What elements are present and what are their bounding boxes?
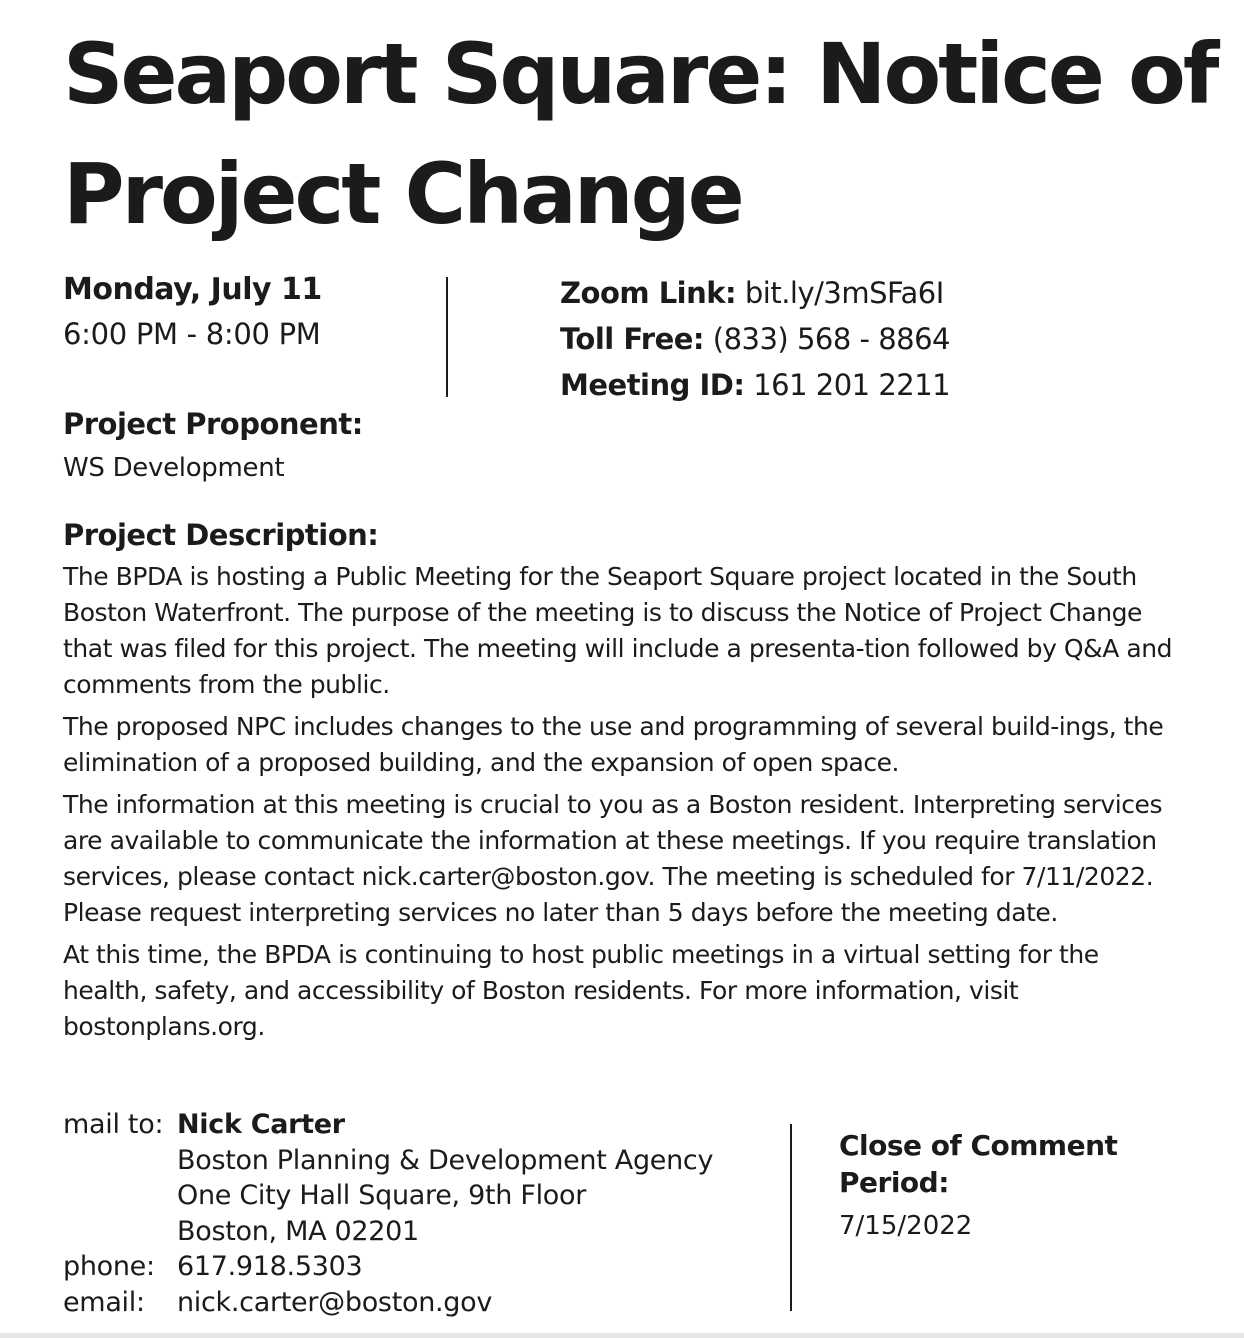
email-label: email:: [63, 1286, 145, 1318]
contact-email[interactable]: nick.carter@boston.gov: [177, 1286, 493, 1318]
page-title: Seaport Square: Notice of Project Change: [63, 25, 1217, 243]
meeting-datetime: [63, 270, 322, 358]
meeting-id-row: [560, 362, 950, 408]
bottom-border: [0, 1333, 1244, 1338]
description-paragraph: The BPDA is hosting a Public Meeting for the Seaport Square project located in the South Boston Waterfront. The purpose of the meeting is to discuss the Notice of Project Change that was filed for this project. The meeting will include a presenta-tion followed by Q&A and comments from the public.: [63, 562, 1173, 699]
comment-period-label: Close of Comment Period:: [839, 1129, 1118, 1199]
contact-org: Boston Planning & Development Agency: [177, 1144, 714, 1176]
comment-period-date: 7/15/2022: [839, 1211, 973, 1241]
meeting-id-value: 161 201 2211: [753, 368, 951, 402]
meeting-id-label: Meeting ID:: [560, 368, 745, 402]
description-paragraph: At this time, the BPDA is continuing to host public meetings in a virtual setting for the health, safety, and accessibility of Boston residents. For more information, visit bostonplans.org.: [63, 940, 1099, 1041]
mail-label: mail to:: [63, 1109, 164, 1140]
toll-free-row: [560, 316, 950, 362]
toll-free-value: (833) 568 - 8864: [712, 322, 951, 356]
toll-free-label: Toll Free:: [560, 322, 705, 356]
meeting-time: 6:00 PM - 8:00 PM: [63, 317, 321, 351]
description-paragraph: The proposed NPC includes changes to the use and programming of several build-ings, the elimination of a proposed building, and the expansion of open space.: [63, 712, 1164, 777]
meeting-date: Monday, July 11: [63, 272, 322, 307]
phone-label: phone:: [63, 1251, 155, 1282]
contact-block: [63, 1107, 713, 1320]
divider: [790, 1124, 792, 1311]
description-paragraph: The information at this meeting is crucial to you as a Boston resident. Interpreting services are available to communicate the information at these meetings. If you require translation services, please contact nick.carter@boston.gov. The meeting is scheduled for 7/11/2022. Please request interpreting services no later than 5 days before the meeting date.: [63, 790, 1163, 927]
project-description: [63, 515, 1188, 1051]
zoom-link-label: Zoom Link:: [560, 276, 737, 310]
project-proponent: [63, 404, 363, 492]
contact-address-line2: Boston, MA 02201: [177, 1215, 419, 1247]
contact-table: [63, 1107, 713, 1320]
comment-period: [839, 1127, 1139, 1249]
proponent-value: WS Development: [63, 453, 285, 483]
description-label: Project Description:: [63, 518, 379, 552]
zoom-info: [560, 270, 950, 408]
contact-phone[interactable]: 617.918.5303: [177, 1251, 363, 1282]
zoom-link-value[interactable]: bit.ly/3mSFa6I: [744, 276, 944, 310]
proponent-label: Project Proponent:: [63, 407, 363, 441]
contact-address-line1: One City Hall Square, 9th Floor: [177, 1180, 587, 1211]
divider: [446, 277, 448, 397]
contact-name: Nick Carter: [177, 1109, 345, 1140]
zoom-link-row[interactable]: [560, 270, 950, 316]
